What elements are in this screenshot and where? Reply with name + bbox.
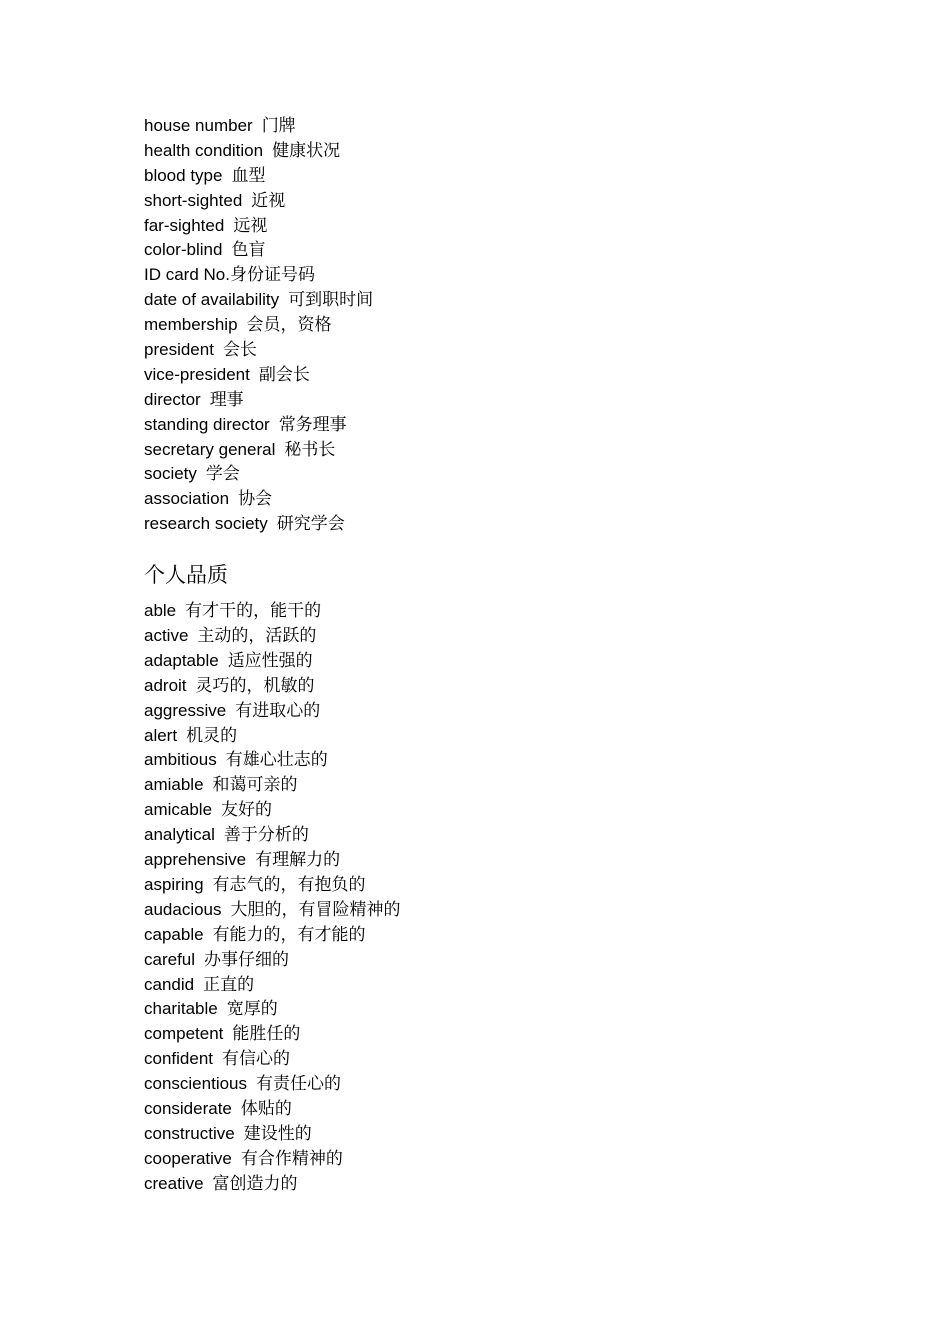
term-zh: 有雄心壮志的 bbox=[225, 750, 328, 771]
vocab-entry bbox=[144, 624, 844, 649]
term-zh: 理事 bbox=[209, 389, 244, 410]
term-zh: 有责任心的 bbox=[256, 1074, 342, 1095]
vocab-entry bbox=[144, 1122, 844, 1147]
vocab-entry bbox=[144, 773, 844, 798]
term-en: research society bbox=[144, 514, 268, 534]
term-en: conscientious bbox=[144, 1074, 248, 1094]
term-en: considerate bbox=[144, 1098, 232, 1118]
term-zh: 有能力的，有才能的 bbox=[212, 924, 366, 945]
vocab-entry bbox=[144, 1172, 844, 1197]
term-zh: 色盲 bbox=[231, 240, 266, 261]
vocab-entry bbox=[144, 1047, 844, 1072]
term-en: short-sighted bbox=[144, 190, 243, 210]
vocab-entry bbox=[144, 1147, 844, 1172]
vocab-entry bbox=[144, 1072, 844, 1097]
term-zh: 近视 bbox=[251, 190, 286, 211]
term-en: audacious bbox=[144, 899, 222, 919]
vocab-entry bbox=[144, 139, 844, 164]
vocab-entry bbox=[144, 462, 844, 487]
vocab-entry bbox=[144, 263, 844, 288]
term-zh: 可到职时间 bbox=[288, 290, 374, 311]
term-en: apprehensive bbox=[144, 850, 247, 870]
vocab-entry bbox=[144, 1022, 844, 1047]
term-en: active bbox=[144, 626, 189, 646]
vocab-entry bbox=[144, 748, 844, 773]
term-zh: 会员，资格 bbox=[246, 315, 332, 336]
vocab-entry bbox=[144, 649, 844, 674]
vocab-entry bbox=[144, 674, 844, 699]
vocab-entry bbox=[144, 699, 844, 724]
term-en: membership bbox=[144, 315, 238, 335]
term-zh: 灵巧的，机敏的 bbox=[195, 675, 315, 696]
vocab-entry bbox=[144, 848, 844, 873]
vocab-entry bbox=[144, 413, 844, 438]
vocab-entry bbox=[144, 363, 844, 388]
term-zh: 身份证号码 bbox=[229, 265, 315, 286]
term-en: ID card No. bbox=[144, 265, 230, 285]
term-zh: 善于分析的 bbox=[223, 825, 309, 846]
term-zh: 研究学会 bbox=[276, 514, 345, 535]
term-en: careful bbox=[144, 949, 196, 969]
vocab-entry bbox=[144, 288, 844, 313]
term-en: charitable bbox=[144, 999, 218, 1019]
term-zh: 门牌 bbox=[261, 116, 296, 136]
term-en: adroit bbox=[144, 675, 187, 695]
term-en: candid bbox=[144, 974, 195, 994]
term-en: constructive bbox=[144, 1123, 235, 1143]
vocab-entry bbox=[144, 238, 844, 263]
term-zh: 有志气的，有抱负的 bbox=[212, 874, 366, 895]
term-en: far-sighted bbox=[144, 215, 225, 235]
term-en: color-blind bbox=[144, 240, 223, 260]
vocab-entry bbox=[144, 823, 844, 848]
term-en: director bbox=[144, 389, 201, 409]
term-zh: 有理解力的 bbox=[255, 850, 341, 871]
vocab-entry bbox=[144, 973, 844, 998]
vocab-entry bbox=[144, 313, 844, 338]
term-en: vice-president bbox=[144, 364, 250, 384]
term-zh: 体贴的 bbox=[240, 1098, 292, 1119]
term-zh: 和蔼可亲的 bbox=[212, 775, 298, 796]
vocab-entry bbox=[144, 487, 844, 512]
term-zh: 宽厚的 bbox=[226, 999, 278, 1020]
term-zh: 血型 bbox=[231, 165, 266, 186]
term-zh: 协会 bbox=[238, 489, 273, 510]
vocab-entry bbox=[144, 214, 844, 239]
term-zh: 秘书长 bbox=[284, 439, 336, 460]
term-en: blood type bbox=[144, 165, 223, 185]
term-zh: 副会长 bbox=[258, 364, 310, 385]
vocab-entry bbox=[144, 948, 844, 973]
term-en: house number bbox=[144, 116, 253, 135]
term-zh: 主动的，活跃的 bbox=[197, 626, 317, 647]
vocab-entry bbox=[144, 923, 844, 948]
vocabulary-list-personal-info bbox=[144, 114, 844, 537]
term-en: president bbox=[144, 340, 214, 360]
term-en: secretary general bbox=[144, 439, 276, 459]
term-zh: 富创造力的 bbox=[212, 1173, 298, 1194]
term-zh: 机灵的 bbox=[186, 725, 238, 746]
term-zh: 有才干的，能干的 bbox=[185, 601, 322, 622]
page-content bbox=[144, 114, 844, 1197]
term-en: ambitious bbox=[144, 750, 217, 770]
vocab-entry bbox=[144, 114, 844, 139]
term-zh: 正直的 bbox=[203, 974, 255, 995]
term-en: society bbox=[144, 464, 197, 484]
term-zh: 建设性的 bbox=[243, 1123, 312, 1144]
term-zh: 有进取心的 bbox=[235, 700, 321, 721]
term-en: aggressive bbox=[144, 700, 227, 720]
vocab-entry bbox=[144, 438, 844, 463]
term-en: creative bbox=[144, 1173, 204, 1193]
term-en: cooperative bbox=[144, 1148, 232, 1168]
term-zh: 远视 bbox=[233, 215, 268, 236]
vocab-entry bbox=[144, 873, 844, 898]
vocab-entry bbox=[144, 512, 844, 537]
vocab-entry bbox=[144, 1097, 844, 1122]
term-zh: 常务理事 bbox=[278, 414, 347, 435]
term-zh: 学会 bbox=[205, 464, 240, 485]
term-en: alert bbox=[144, 725, 178, 745]
term-zh: 有信心的 bbox=[222, 1049, 290, 1070]
vocab-entry bbox=[144, 338, 844, 363]
vocab-entry bbox=[144, 798, 844, 823]
term-zh: 能胜任的 bbox=[232, 1024, 301, 1045]
term-en: analytical bbox=[144, 825, 215, 845]
term-en: amiable bbox=[144, 775, 204, 795]
term-en: competent bbox=[144, 1024, 224, 1044]
term-en: able bbox=[144, 601, 177, 621]
term-en: association bbox=[144, 489, 230, 509]
vocab-entry bbox=[144, 189, 844, 214]
term-en: capable bbox=[144, 924, 204, 944]
term-en: date of availability bbox=[144, 290, 280, 310]
term-zh: 大胆的，有冒险精神的 bbox=[230, 899, 401, 920]
vocab-entry bbox=[144, 164, 844, 189]
term-zh: 健康状况 bbox=[272, 140, 341, 161]
vocabulary-list-personal-qualities bbox=[144, 599, 844, 1196]
vocab-entry bbox=[144, 388, 844, 413]
vocab-entry bbox=[144, 898, 844, 923]
term-zh: 有合作精神的 bbox=[240, 1148, 343, 1169]
term-en: confident bbox=[144, 1049, 213, 1069]
term-en: standing director bbox=[144, 414, 270, 434]
term-zh: 会长 bbox=[222, 340, 257, 361]
term-zh: 适应性强的 bbox=[227, 650, 313, 671]
vocab-entry bbox=[144, 599, 844, 624]
section-heading-personal-qualities: 个人品质 bbox=[144, 563, 228, 588]
term-en: adaptable bbox=[144, 650, 219, 670]
term-en: amicable bbox=[144, 800, 213, 820]
vocab-entry bbox=[144, 724, 844, 749]
term-zh: 办事仔细的 bbox=[204, 949, 290, 970]
term-en: health condition bbox=[144, 140, 264, 160]
vocab-entry bbox=[144, 997, 844, 1022]
term-zh: 友好的 bbox=[221, 800, 273, 821]
term-en: aspiring bbox=[144, 874, 204, 894]
